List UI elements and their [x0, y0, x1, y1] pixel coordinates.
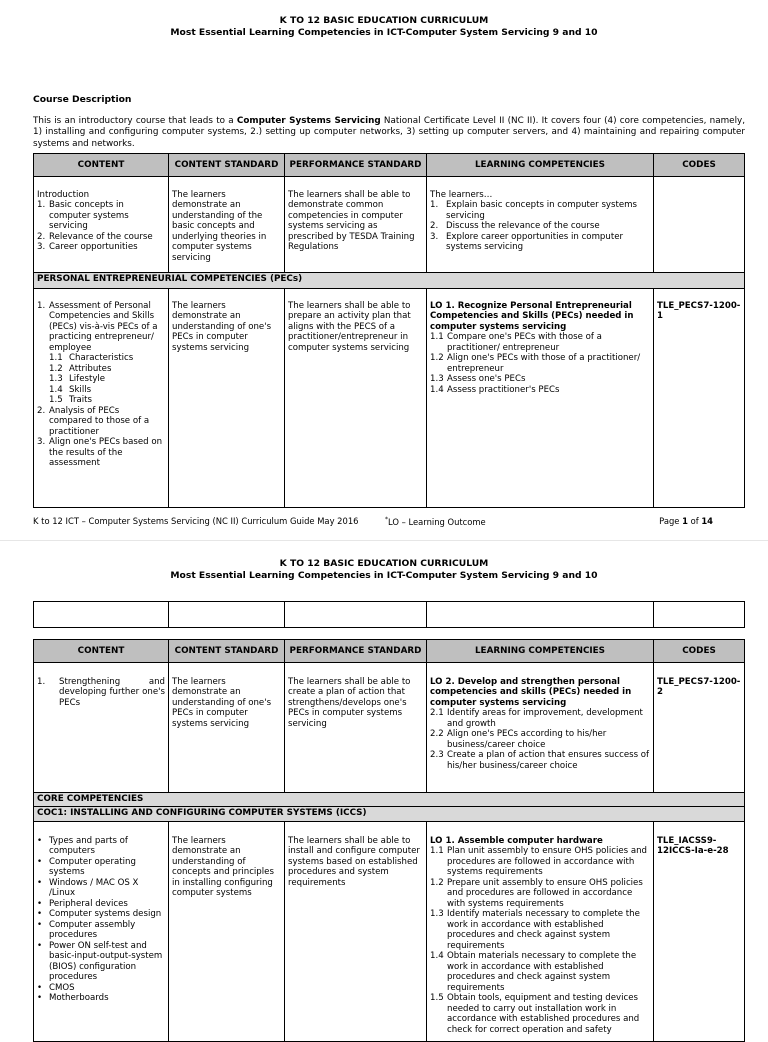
- page-header: [0, 558, 768, 581]
- page-header: [0, 15, 768, 38]
- list-item: • CMOS: [37, 982, 75, 993]
- list-item: 1.1 Plan unit assembly to ensure OHS policies and procedures are followed in accordance with systems requirements: [430, 846, 647, 878]
- list-item: 2.2 Align one's PECs according to his/her business/career choice: [430, 729, 607, 750]
- list-item: • Motherboards: [37, 993, 109, 1004]
- list-item: 2.3 Create a plan of action that ensures success of his/her business/career choice: [430, 750, 650, 771]
- content-standard-cell: The learners demonstrate an understanding of one's PECs in computer systems servicing: [169, 289, 285, 508]
- page-divider: [0, 540, 768, 541]
- empty-cell: [285, 602, 427, 628]
- list-item: 1. Strengthening and developing further one's PECs: [37, 677, 165, 708]
- table-row: [34, 822, 745, 1042]
- header-subtitle: Most Essential Learning Competencies in ICT-Computer System Servicing 9 and 10: [170, 569, 598, 581]
- list-item: 1.4 Skills: [49, 384, 92, 395]
- list-item: • Types and parts of computers: [37, 836, 128, 857]
- col-header-content: CONTENT: [34, 154, 169, 177]
- page-number: Page 1 of 14: [659, 516, 713, 526]
- list-item: 3. Explore career opportunities in computer systems servicing: [430, 231, 624, 253]
- list-item: 1.3 Identify materials necessary to complete the work in accordance with established procedures and check against system requirements: [430, 909, 640, 951]
- intro-title: Introduction: [37, 190, 90, 200]
- codes-cell: TLE_PECS7-1200-2: [654, 663, 745, 793]
- content-cell: [34, 663, 169, 793]
- list-item: 3. Career opportunities: [37, 242, 138, 253]
- course-text-post: National Certificate Level II (NC II). It covers four (4) core competencies, namely, 1) installing and configuring computer systems, 2.) setting up computer networks, 3) setting up computer servers, and 4) maintaining and repairing computer systems and networks.: [33, 116, 746, 149]
- lo-title: LO 1. Assemble computer hardware: [430, 836, 603, 846]
- col-header-performance-standard: PERFORMANCE STANDARD: [285, 640, 427, 663]
- performance-standard-cell: The learners shall be able to demonstrate common competencies in computer systems servicing as prescribed by TESDA Training Regulations: [285, 177, 427, 273]
- empty-cell: [427, 602, 654, 628]
- col-header-learning-competencies: LEARNING COMPETENCIES: [427, 640, 654, 663]
- col-header-content-standard: CONTENT STANDARD: [169, 640, 285, 663]
- col-header-performance-standard: PERFORMANCE STANDARD: [285, 154, 427, 177]
- codes-cell: TLE_PECS7-1200-1: [654, 289, 745, 508]
- list-item: • Windows / MAC OS X /Linux: [37, 877, 139, 899]
- codes-cell: [654, 177, 745, 273]
- table-header-row: [34, 154, 745, 177]
- list-item: 1.3 Assess one's PECs: [430, 374, 526, 385]
- table-row: [34, 663, 745, 793]
- section-core-competencies: CORE COMPETENCIES: [34, 793, 745, 807]
- content-standard-cell: The learners demonstrate an understanding of the basic concepts and underlying theories in computer systems servicing: [169, 177, 285, 273]
- list-item: 1.3 Lifestyle: [49, 374, 106, 385]
- learning-competencies-cell: [427, 822, 654, 1042]
- content-standard-cell: The learners demonstrate an understanding of concepts and principles in installing configuring computer systems: [169, 822, 285, 1042]
- col-header-content: CONTENT: [34, 640, 169, 663]
- course-description-text: [33, 116, 745, 150]
- section-row: [34, 273, 745, 289]
- footer-left: K to 12 ICT – Computer Systems Servicing (NC II) Curriculum Guide May 2016: [33, 516, 359, 526]
- course-text-pre: This is an introductory course that leads to a: [33, 116, 237, 126]
- empty-cell: [169, 602, 285, 628]
- section-coc1: COC1: INSTALLING AND CONFIGURING COMPUTER SYSTEMS (ICCS): [34, 807, 745, 822]
- learning-competencies-cell: [427, 289, 654, 508]
- table-row: [34, 289, 745, 508]
- col-header-learning-competencies: LEARNING COMPETENCIES: [427, 154, 654, 177]
- course-description-title: Course Description: [33, 94, 132, 105]
- list-item: 2.1 Identify areas for improvement, development and growth: [430, 708, 643, 729]
- list-item: 1.5 Traits: [49, 395, 93, 406]
- col-header-codes: CODES: [654, 154, 745, 177]
- list-item: • Computer systems design: [37, 909, 162, 920]
- learning-competencies-cell: [427, 177, 654, 273]
- learning-competencies-cell: [427, 663, 654, 793]
- col-header-codes: CODES: [654, 640, 745, 663]
- list-item: 1. Assessment of Personal Competencies and Skills (PECs) vis-à-vis PECs of a practicing entrepreneur/ employee: [37, 301, 158, 353]
- codes-cell: TLE_IACSS9-12ICCS-Ia-e-28: [654, 822, 745, 1042]
- content-standard-cell: The learners demonstrate an understanding of one's PECs in computer systems servicing: [169, 663, 285, 793]
- list-item: 1.4 Assess practitioner's PECs: [430, 384, 560, 395]
- list-item: 1.2 Attributes: [49, 363, 112, 374]
- table-row: [34, 177, 745, 273]
- section-row: [34, 807, 745, 822]
- lo-title: LO 2. Develop and strengthen personal competencies and skills (PECs) needed in computer systems servicing: [430, 677, 632, 708]
- empty-table-row: [33, 601, 745, 628]
- list-item: • Computer operating systems: [37, 856, 136, 878]
- header-title: K TO 12 BASIC EDUCATION CURRICULUM: [279, 558, 489, 569]
- lo-title: LO 1. Recognize Personal Entrepreneurial Competencies and Skills (PECs) needed in computer systems servicing: [430, 301, 634, 332]
- list-item: 1.2 Prepare unit assembly to ensure OHS policies and procedures are followed in accordance with systems requirements: [430, 877, 643, 909]
- list-item: 1. Basic concepts in computer systems servicing: [37, 200, 129, 232]
- list-item: 2. Relevance of the course: [37, 231, 153, 242]
- curriculum-table-1: [33, 153, 745, 508]
- empty-cell: [34, 602, 169, 628]
- list-item: 1.5 Obtain tools, equipment and testing devices needed to carry out installation work in accordance with established procedures and check for correct operation and safety: [430, 993, 640, 1035]
- content-cell: [34, 177, 169, 273]
- course-text-bold: Computer Systems Servicing: [236, 116, 381, 126]
- list-item: • Power ON self-test and basic-input-output-system (BIOS) configuration procedures: [37, 940, 163, 983]
- list-item: • Peripheral devices: [37, 898, 128, 909]
- section-pecs: PERSONAL ENTREPRENEURIAL COMPETENCIES (PECs): [34, 273, 745, 289]
- footer-note: *LO – Learning Outcome: [385, 516, 486, 527]
- col-header-content-standard: CONTENT STANDARD: [169, 154, 285, 177]
- list-item: 1.1 Compare one's PECs with those of a practitioner/ entrepreneur: [430, 332, 602, 353]
- content-cell: [34, 822, 169, 1042]
- list-item: 1. Explain basic concepts in computer systems servicing: [430, 200, 637, 221]
- list-item: 3. Align one's PECs based on the results of the assessment: [37, 437, 163, 469]
- list-item: • Computer assembly procedures: [37, 919, 136, 941]
- curriculum-table-2: [33, 639, 745, 1042]
- header-subtitle: Most Essential Learning Competencies in ICT-Computer System Servicing 9 and 10: [170, 26, 598, 38]
- list-item: 1.4 Obtain materials necessary to complete the work in accordance with established procedures and check against system requirements: [430, 951, 637, 993]
- list-item: 2. Analysis of PECs compared to those of a practitioner: [37, 405, 150, 437]
- section-row: [34, 793, 745, 807]
- performance-standard-cell: The learners shall be able to create a plan of action that strengthens/develops one's PECs in computer systems servicing: [285, 663, 427, 793]
- list-item: 1.1 Characteristics: [49, 353, 134, 364]
- empty-cell: [654, 602, 745, 628]
- list-item: 2. Discuss the relevance of the course: [430, 221, 600, 232]
- performance-standard-cell: The learners shall be able to install and configure computer systems based on established procedures and system requirements: [285, 822, 427, 1042]
- header-title: K TO 12 BASIC EDUCATION CURRICULUM: [279, 15, 489, 26]
- lc-intro: The learners…: [430, 190, 493, 200]
- list-item: 1.2 Align one's PECs with those of a practitioner/ entrepreneur: [430, 353, 641, 374]
- performance-standard-cell: The learners shall be able to prepare an activity plan that aligns with the PECS of a practitioner/entrepreneur in computer systems servicing: [285, 289, 427, 508]
- content-cell: [34, 289, 169, 508]
- table-header-row: [34, 640, 745, 663]
